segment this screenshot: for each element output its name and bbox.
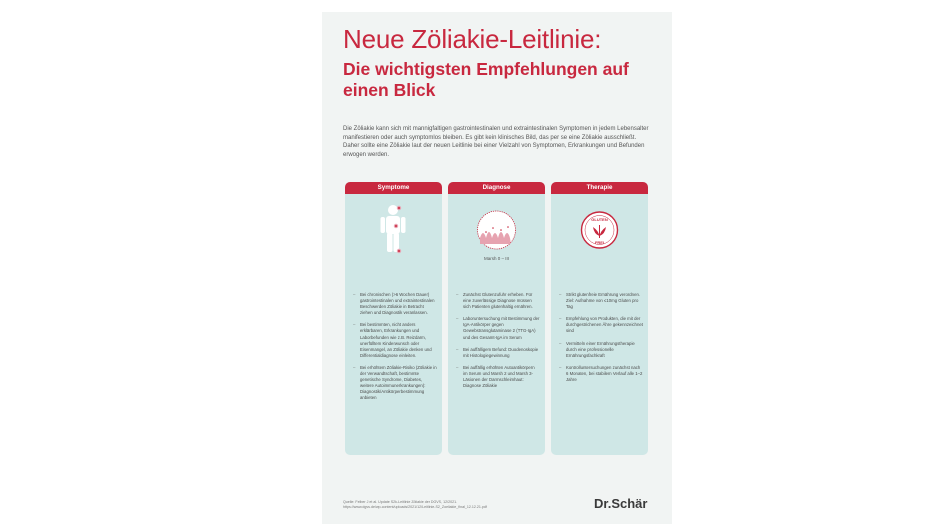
column-diagnose xyxy=(448,182,545,455)
title-main: Neue Zöliakie-Leitlinie: xyxy=(343,24,602,54)
list-item: – Vermitteln einer Ernährungstherapie durch eine professionelle Ernährungsfachkraft xyxy=(559,341,643,359)
human-figure-icon xyxy=(345,204,442,254)
list-item: – Bei auffälligem Befund: Duodenoskopie mit Histologiegewinnung xyxy=(456,347,540,359)
list-item: – Bei bestimmten, nicht anders erklärbaren, Erkrankungen und Laborbefunden wie z.B. Reizdarm, unerfülltem Kinderwunsch oder Eisenmangel, an Zöliakie denken und Differentialdiagnose einleiten. xyxy=(353,322,437,359)
symptome-list xyxy=(353,292,437,408)
list-item: – Kontrolluntersuchungen zunächst nach 6 Monaten, bei stabilem Verlauf alle 1–2 Jahre xyxy=(559,365,643,383)
list-item: – Strikt glutenfreie Ernährung verordnen. Ziel: Aufnahme von ≤10mg Gluten pro Tag xyxy=(559,292,643,310)
list-item: – Bei erhöhtem Zöliakie-Risiko (Zöliakie in der Verwandtschaft, bestimmte genetische Syndrome, Diabetes, weitere Autoimmunerkrankungen): Diagnostik/Antikörperbestimmung anbieten xyxy=(353,365,437,402)
source-line: Quelle: Felber J et al. Update S2k-Leitlinie Zöliakie der DGVS, 12/2021. xyxy=(343,500,458,504)
badge-text-top: GLUTEN xyxy=(591,217,608,222)
column-header-therapie: Therapie xyxy=(551,182,648,194)
list-item: – Zunächst Glutenzufuhr erheben. Für eine zuverlässige Diagnose müssen sich Patienten glutenhaltig ernähren. xyxy=(456,292,540,310)
therapie-list xyxy=(559,292,643,389)
diagnose-list xyxy=(456,292,540,395)
intestinal-villi-icon xyxy=(448,208,545,252)
list-item: – Laboruntersuchung mit Bestimmung der IgA-Antikörper gegen Gewebstransglutaminase 2 (TTG-IgA) und des Gesamt-IgA im Serum xyxy=(456,316,540,340)
list-item: – Empfehlung von Produkten, die mit der durchgestrichenen Ähre gekennzeichnet sind xyxy=(559,316,643,334)
source-citation xyxy=(343,500,573,510)
marsh-caption: Marsh 0 – III xyxy=(483,256,509,261)
gluten-free-badge-icon xyxy=(551,208,648,252)
poster xyxy=(322,12,672,524)
list-item: – Bei chronischen (>6 Wochen Dauer) gastrointestinalen und extraintestinalen Beschwerden Zöliakie in Betracht ziehen und Diagnostik veranlassen. xyxy=(353,292,437,316)
column-therapie xyxy=(551,182,648,455)
title-subtitle: Die wichtigsten Empfehlungen auf einen Blick xyxy=(343,59,629,100)
column-header-diagnose: Diagnose xyxy=(448,182,545,194)
source-url: https://www.dgvs.de/wp-content/uploads/2021/12/Leitlinie-S2_Zoeliakie_final_12.12.21.pdf xyxy=(343,505,487,509)
brand-logo: Dr.Schär xyxy=(594,496,648,511)
column-symptome xyxy=(345,182,442,455)
intro-paragraph: Die Zöliakie kann sich mit mannigfaltigen gastrointestinalen und extraintestinalen Symptomen in jedem Lebensalter manifestieren oder auch symptomlos bleiben. Es gibt kein klinisches Bild, das per se eine Zöliakie ausschließt. Daher sollte eine Zöliakie laut der neuen Leitlinie bei einer Vielzahl von Symptomen, Erkrankungen und Befunden erwogen werden. xyxy=(343,126,649,158)
badge-text-bottom: FREI xyxy=(594,240,605,245)
column-header-symptome: Symptome xyxy=(345,182,442,194)
list-item: – Bei auffällig erhöhten Autoantikörpern im Serum und Marsh 2 und Marsh 3-Läsionen der Darmschleimhaut: Diagnose Zöliakie xyxy=(456,365,540,389)
